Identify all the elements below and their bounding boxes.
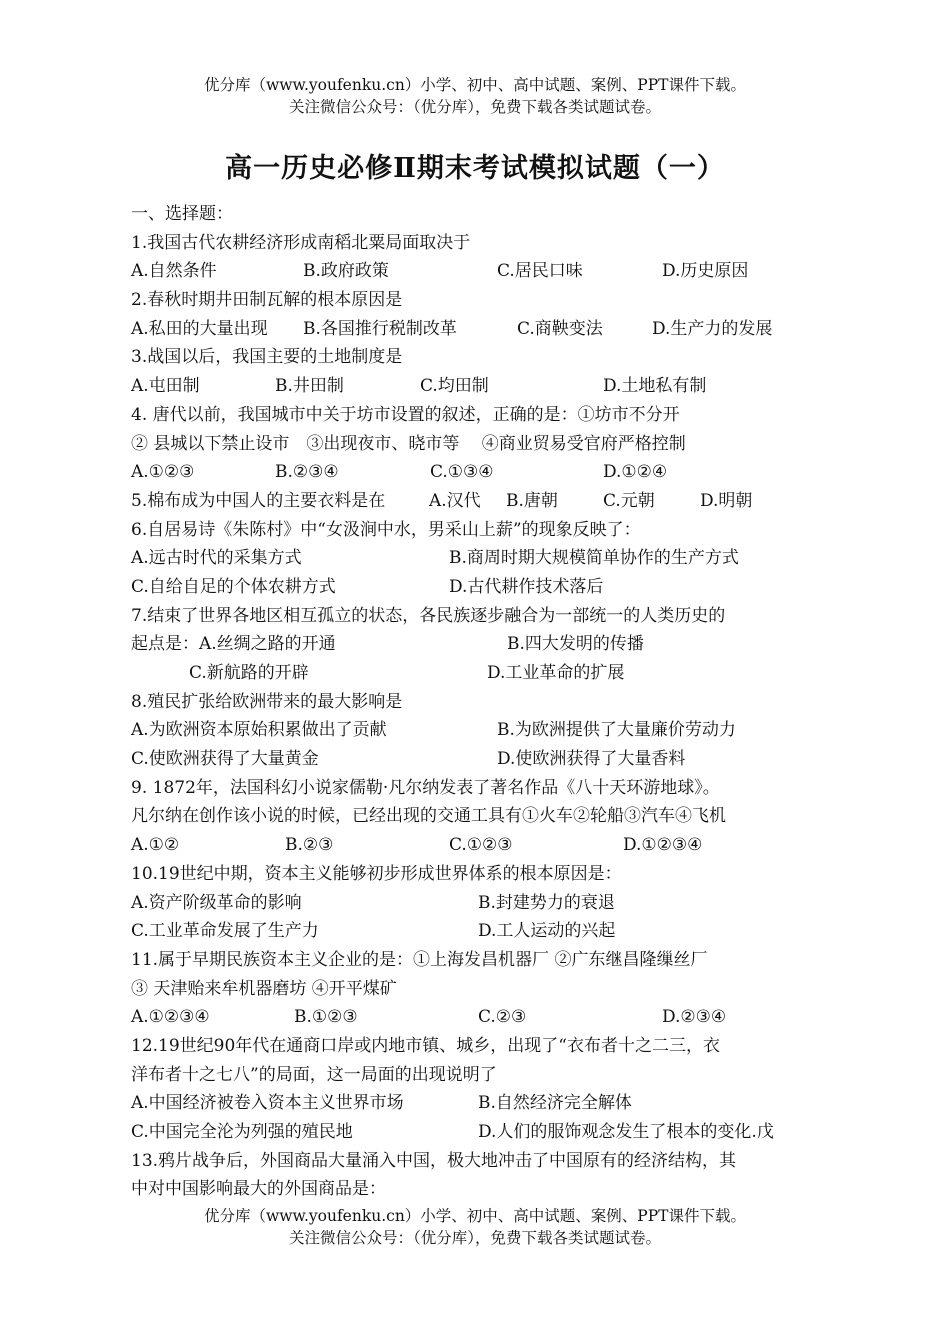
q2-option-b: B.各国推行税制改革 — [303, 318, 457, 339]
q7-option-d: D.工业革命的扩展 — [487, 663, 625, 683]
q4-stem: 4. 唐代以前，我国城市中关于坊市设置的叙述，正确的是：①坊市不分开 — [131, 404, 680, 425]
q10-option-d: D.工人运动的兴起 — [478, 921, 616, 942]
q12-option-d: D.人们的服饰观念发生了根本的变化.戊 — [478, 1122, 774, 1142]
q5-line — [131, 487, 831, 516]
page-title: 高一历史必修Ⅱ期末考试模拟试题（一） — [225, 153, 725, 184]
q8-stem: 8.殖民扩张给欧洲带来的最大影响是 — [131, 691, 403, 712]
q13-stem: 13.鸦片战争后，外国商品大量涌入中国，极大地冲击了中国原有的经济结构，其 — [131, 1150, 737, 1171]
q7-option-b: B.四大发明的传播 — [507, 634, 644, 655]
q3-option-b: B.井田制 — [275, 376, 344, 397]
q6-option-a: A.远古时代的采集方式 — [131, 548, 302, 569]
q1-option-c: C.居民口味 — [497, 261, 583, 282]
q6-stem: 6.自居易诗《朱陈村》中“女汲涧中水，男采山上薪”的现象反映了： — [131, 519, 641, 540]
q12-option-a: A.中国经济被卷入资本主义世界市场 — [131, 1093, 404, 1114]
q1-stem: 1.我国古代农耕经济形成南稻北粟局面取决于 — [131, 232, 471, 253]
q8-options-row1 — [131, 716, 831, 745]
q6-option-b: B.商周时期大规模简单协作的生产方式 — [449, 548, 739, 569]
q10-stem: 10.19世纪中期，资本主义能够初步形成世界体系的根本原因是： — [131, 863, 622, 884]
q4-stem-continued: ② 县城以下禁止设市 ③出现夜市、晓市等 ④商业贸易受官府严格控制 — [131, 433, 686, 454]
footer-line-2: 关注微信公众号：（优分库），免费下载各类试题试卷。 — [288, 1229, 661, 1247]
q4-option-c: C.①③④ — [430, 462, 494, 483]
q1-option-d: D.历史原因 — [662, 261, 749, 282]
q12-options-row1 — [131, 1089, 831, 1118]
q2-option-d: D.生产力的发展 — [652, 318, 773, 339]
q8-option-d: D.使欧洲获得了大量香料 — [497, 749, 686, 770]
q5-option-c: C.元朝 — [603, 490, 655, 511]
q8-options-row2 — [131, 745, 831, 774]
section-heading: 一、选择题： — [131, 204, 233, 224]
q9-option-a: A.①② — [131, 835, 180, 856]
q9-option-c: C.①②③ — [449, 835, 513, 856]
q9-stem: 9. 1872年，法国科幻小说家儒勒·凡尔纳发表了著名作品《八十天环游地球》。 — [131, 777, 720, 798]
q11-stem: 11.属于早期民族资本主义企业的是：①上海发昌机器厂 ②广东继昌隆缫丝厂 — [131, 949, 708, 970]
q3-options — [131, 372, 831, 401]
q10-option-b: B.封建势力的衰退 — [478, 892, 615, 913]
q5-stem: 5.棉布成为中国人的主要衣料是在 — [131, 490, 386, 511]
q11-option-a: A.①②③④ — [131, 1007, 210, 1028]
q10-option-a: A.资产阶级革命的影响 — [131, 892, 302, 913]
q2-option-c: C.商鞅变法 — [517, 318, 603, 339]
q10-options-row1 — [131, 889, 831, 918]
banner-line-2: 关注微信公众号：（优分库），免费下载各类试题试卷。 — [288, 98, 661, 116]
q10-options-row2 — [131, 917, 831, 946]
q7-options-row1 — [131, 630, 831, 659]
q13-stem-continued: 中对中国影响最大的外国商品是： — [131, 1179, 386, 1200]
q11-options — [131, 1003, 831, 1032]
footer-banner — [0, 1205, 950, 1249]
header-banner — [0, 74, 950, 118]
q2-option-a: A.私田的大量出现 — [131, 318, 268, 339]
q2-stem: 2.春秋时期井田制瓦解的根本原因是 — [131, 290, 403, 311]
q5-option-b: B.唐朝 — [506, 490, 558, 511]
q4-option-d: D.①②④ — [603, 462, 668, 483]
q9-options — [131, 831, 831, 860]
q11-option-b: B.①②③ — [294, 1007, 358, 1028]
q9-option-b: B.②③ — [285, 835, 334, 856]
q12-option-b: B.自然经济完全解体 — [478, 1093, 632, 1114]
q3-option-a: A.屯田制 — [131, 376, 200, 397]
q9-stem-continued: 凡尔纳在创作该小说的时候，已经出现的交通工具有①火车②轮船③汽车④飞机 — [131, 806, 726, 827]
q12-stem: 12.19世纪90年代在通商口岸或内地市镇、城乡，出现了“衣布者十之二三，衣 — [131, 1035, 720, 1056]
q11-stem-continued: ③ 天津贻来牟机器磨坊 ④开平煤矿 — [131, 978, 397, 999]
q8-option-a: A.为欧洲资本原始积累做出了贡献 — [131, 720, 387, 741]
q2-options — [131, 315, 831, 344]
q10-option-c: C.工业革命发展了生产力 — [131, 921, 319, 942]
question-list — [131, 200, 831, 1204]
q7-option-c: C.新航路的开辟 — [189, 663, 309, 683]
q4-option-a: A.①②③ — [131, 462, 195, 483]
q3-option-d: D.土地私有制 — [603, 376, 707, 397]
q7-stem-continued: 起点是： — [131, 634, 199, 655]
q11-option-d: D.②③④ — [662, 1007, 727, 1028]
q6-options-row1 — [131, 544, 831, 573]
q7-stem: 7.结束了世界各地区相互孤立的状态，各民族逐步融合为一部统一的人类历史的 — [131, 605, 726, 626]
q9-option-d: D.①②③④ — [623, 835, 703, 856]
q12-options-row2 — [131, 1118, 831, 1147]
q1-options — [131, 257, 831, 286]
q4-options — [131, 458, 831, 487]
footer-line-1: 优分库（www.youfenku.cn）小学、初中、高中试题、案例、PPT课件下载。 — [203, 1207, 747, 1225]
q11-option-c: C.②③ — [478, 1007, 527, 1028]
q3-option-c: C.均田制 — [420, 376, 489, 397]
q8-option-b: B.为欧洲提供了大量廉价劳动力 — [497, 720, 736, 741]
q5-option-d: D.明朝 — [700, 490, 753, 511]
q7-options-row2 — [131, 659, 831, 688]
q4-option-b: B.②③④ — [275, 462, 339, 483]
q12-stem-continued: 洋布者十之七八”的局面，这一局面的出现说明了 — [131, 1064, 497, 1085]
q8-option-c: C.使欧洲获得了大量黄金 — [131, 749, 319, 770]
q1-option-a: A.自然条件 — [131, 261, 217, 282]
q12-option-c: C.中国完全沦为列强的殖民地 — [131, 1122, 353, 1142]
q1-option-b: B.政府政策 — [303, 261, 389, 282]
q6-options-row2 — [131, 573, 831, 602]
q7-option-a: A.丝绸之路的开通 — [199, 634, 336, 655]
q6-option-c: C.自给自足的个体农耕方式 — [131, 576, 336, 597]
q5-option-a: A.汉代 — [429, 490, 481, 511]
q6-option-d: D.古代耕作技术落后 — [449, 576, 604, 597]
q3-stem: 3.战国以后，我国主要的土地制度是 — [131, 347, 403, 368]
banner-line-1: 优分库（www.youfenku.cn）小学、初中、高中试题、案例、PPT课件下载。 — [203, 76, 747, 94]
